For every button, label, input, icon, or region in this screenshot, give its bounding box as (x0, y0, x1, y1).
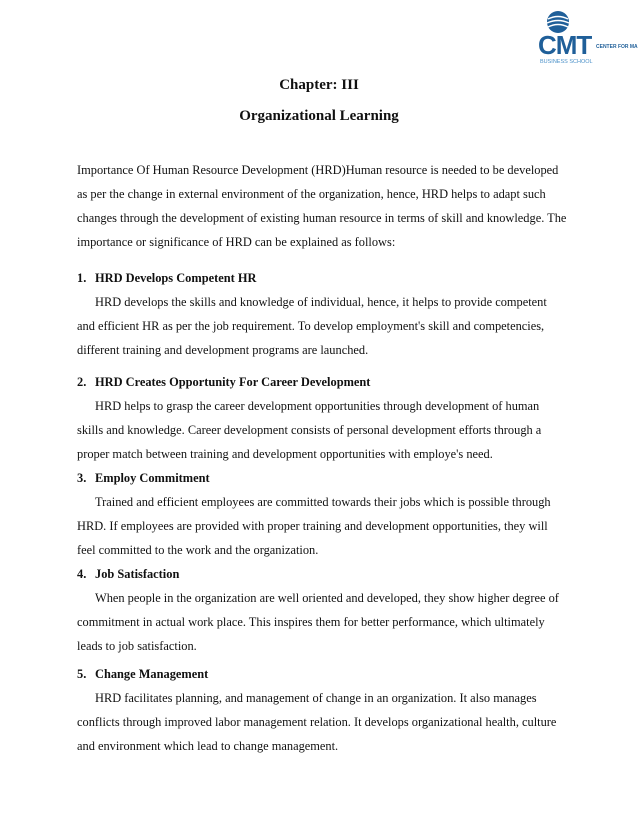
section-4 (77, 562, 567, 658)
section-heading (77, 662, 567, 686)
section-number: 2. (77, 375, 87, 389)
section-heading (77, 466, 567, 490)
logo-wordmark: CMT (538, 30, 592, 60)
section-body: When people in the organization are well oriented and developed, they show higher degree of commitment in actual work place. This inspires them for better performance, which ultimately leads to job satisfaction. (77, 591, 559, 653)
logo-tagline: CENTER FOR MA (596, 44, 638, 50)
section-body: HRD helps to grasp the career development opportunities through development of human skills and knowledge. Career development consists of personal development efforts through a proper match between training and development opportunities with employe's need. (77, 399, 542, 461)
section-5 (77, 662, 567, 758)
section-title: Employ Commitment (95, 471, 210, 485)
section-heading (77, 370, 567, 394)
section-title: HRD Develops Competent HR (95, 271, 257, 285)
section-number: 5. (77, 667, 87, 681)
section-body: Trained and efficient employees are committed towards their jobs which is possible through HRD. If employees are provided with proper training and development opportunities, they will feel committed to the work and the organization. (77, 495, 551, 557)
logo-subtext: BUSINESS SCHOOL (540, 59, 593, 65)
section-body: HRD facilitates planning, and management of change in an organization. It also manages conflicts through improved labor management relation. It develops organizational health, culture and environment which lead to change management. (77, 691, 557, 753)
section-1 (77, 266, 567, 362)
cmt-logo (536, 8, 638, 66)
page-title: Organizational Learning (239, 108, 399, 124)
section-title: Change Management (95, 667, 209, 681)
section-number: 4. (77, 567, 87, 581)
section-body: HRD develops the skills and knowledge of individual, hence, it helps to provide competent and efficient HR as per the job requirement. To develop employment's skill and competencies, different training and development programs are launched. (77, 295, 547, 357)
section-number: 1. (77, 271, 87, 285)
intro-paragraph: Importance Of Human Resource Development (HRD)Human resource is needed to be developed as per the change in external environment of the organization, hence, HRD helps to adapt such changes through the development of existing human resource in terms of skill and knowledge. The importance or significance of HRD can be explained as follows: (77, 163, 567, 249)
section-title: Job Satisfaction (95, 567, 180, 581)
section-number: 3. (77, 471, 87, 485)
document-body (77, 158, 567, 758)
section-heading (77, 266, 567, 290)
section-heading (77, 562, 567, 586)
chapter-heading: Chapter: III (279, 77, 359, 93)
section-title: HRD Creates Opportunity For Career Development (95, 375, 371, 389)
section-2 (77, 370, 567, 466)
section-3 (77, 466, 567, 562)
